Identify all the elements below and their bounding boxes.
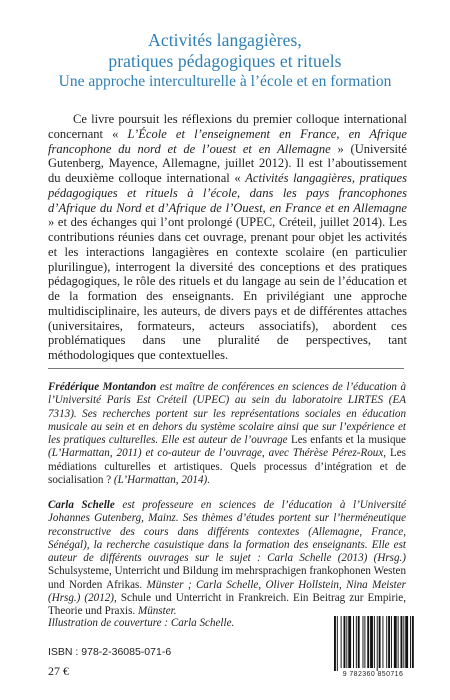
barcode-bar [334, 616, 336, 671]
barcode-bar [353, 616, 354, 668]
barcode-bar [374, 616, 375, 668]
bio-text: Münster ; Carla Schelle, Oliver Hollstein, Nina Meister (Hrsg.) (2012), [48, 578, 407, 605]
author-bio-schelle [48, 499, 406, 619]
bio-text: (L’Harmattan, 2014). [111, 474, 210, 487]
barcode-bar [367, 616, 369, 668]
barcode-bar [386, 616, 387, 668]
barcode-bar [341, 616, 342, 668]
barcode-bar [412, 616, 414, 668]
barcode-bar [377, 616, 378, 671]
summary-text-2: » (Université Gutenberg, Mayence, Allemagne, juillet 2012). Il est l’aboutissement du deuxième colloque international « [48, 141, 407, 185]
barcode-digits: 9 782360 850716 [342, 671, 404, 678]
summary-second-colloquium-title: Activités langagières, pratiques pédagogiques et rituels à l’école, dans les pays francophones d’Afrique du Nord et d’Afrique de l’Ouest, en France et en Allemagne [48, 171, 407, 215]
summary-text-1: Ce livre poursuit les réflexions du premier colloque international concernant « [48, 112, 407, 141]
barcode-bars [330, 616, 416, 672]
bio-text: (L’Harmattan, 2011) et co-auteur de l’ouvrage, avec Thérèse Pérez-Roux, [48, 447, 390, 460]
barcode-bar [379, 616, 381, 668]
barcode-bar [398, 616, 399, 668]
bio-book-title: Schulsysteme, Unterricht und Bildung im mehrsprachigen frankophonen Westen und Norden Afrikas. [48, 565, 406, 591]
book-title-line-2: pratiques pédagogiques et rituels [108, 51, 342, 71]
isbn: ISBN : 978-2-36085-071-6 [48, 646, 172, 658]
cover-header [0, 30, 450, 91]
cover-illustration-credit: Illustration de couverture : Carla Schelle. [48, 617, 235, 629]
barcode-bar [363, 616, 364, 668]
barcode-bar [410, 616, 411, 668]
bio-text: est professeure en sciences de l’éducation à l’Université Johannes Gutenberg, Mainz. Ses thèmes d’études portent sur l’herméneutique reconstructive des cours dans différents contextes (Allemagne, France, Sénégal), la recherche casuistique dans la formation des enseignants. Elle est auteur de différents ouvrages sur le sujet : Carla Schelle (2013) (Hrsg.) [48, 499, 406, 565]
author-name: Frédérique Montandon [48, 381, 157, 393]
author-name: Carla Schelle [48, 499, 115, 511]
price: 27 € [48, 664, 69, 678]
barcode-bar [337, 616, 338, 671]
bio-text: est maître de conférences en sciences de l’éducation à l’Université Paris Est Créteil (UPEC) au sein du laboratoire LIRTES (EA 7313). Ses recherches portent sur les représentations sociales en éducation musicale au sein et en dehors du système scolaire ainsi que sur l’expérience et les pratiques culturelles. Elle est auteur de l’ouvrage [48, 381, 406, 447]
summary-text-3: » et des échanges qui l’ont prolongé (UPEC, Créteil, juillet 2014). Les contributions réunies dans cet ouvrage, prenant pour objet les activités et les interactions langagières en contexte scolaire (en particulier plurilingue), interrogent la diversité des conceptions et des pratiques pédagogiques, le rôle des rituels et du langage au sein de l’éducation et de la formation des enseignants. En privilégiant une approche multidisciplinaire, les auteurs, de divers pays et de différentes attaches (universitaires, formateurs, acteurs associatifs), abordent ces problématiques dans une pluralité de perspectives, tant méthodologiques que contextuelles. [48, 215, 407, 362]
book-summary [48, 112, 407, 363]
barcode-bar [344, 616, 346, 668]
barcode-bar [403, 616, 404, 668]
bio-text: Münster. [135, 605, 177, 618]
barcode-bar [364, 616, 365, 668]
barcode-bar [401, 616, 403, 668]
bio-book-title: Les enfants et la musique [290, 434, 406, 447]
summary-first-colloquium-title: L’École et l’enseignement en France, en Afrique francophone du nord et de l’ouest et en Allemagne [48, 126, 407, 156]
bio-book-title: Les médiations culturelles et artistiques. Quels processus d’intégration et de socialisation ? [48, 447, 406, 487]
section-divider [48, 368, 404, 369]
barcode-bar [394, 616, 397, 668]
barcode-bar [356, 616, 357, 668]
bio-book-title: Schule und Unterricht in Frankreich. Ein Beitrag zur Empirie, Theorie und Praxis. [48, 592, 406, 618]
author-bio-montandon [48, 381, 406, 487]
barcode-bar [388, 616, 390, 668]
book-title-line-1: Activités langagières, [148, 30, 302, 50]
barcode-bar [382, 616, 383, 668]
barcode-bar [391, 616, 392, 668]
barcode [330, 616, 416, 682]
book-subtitle: Une approche interculturelle à l’école et en formation [58, 73, 392, 90]
barcode-bar [370, 616, 373, 668]
barcode-bar [346, 616, 347, 668]
barcode-bar [358, 616, 360, 668]
barcode-bar [348, 616, 351, 668]
barcode-bar [405, 616, 408, 668]
